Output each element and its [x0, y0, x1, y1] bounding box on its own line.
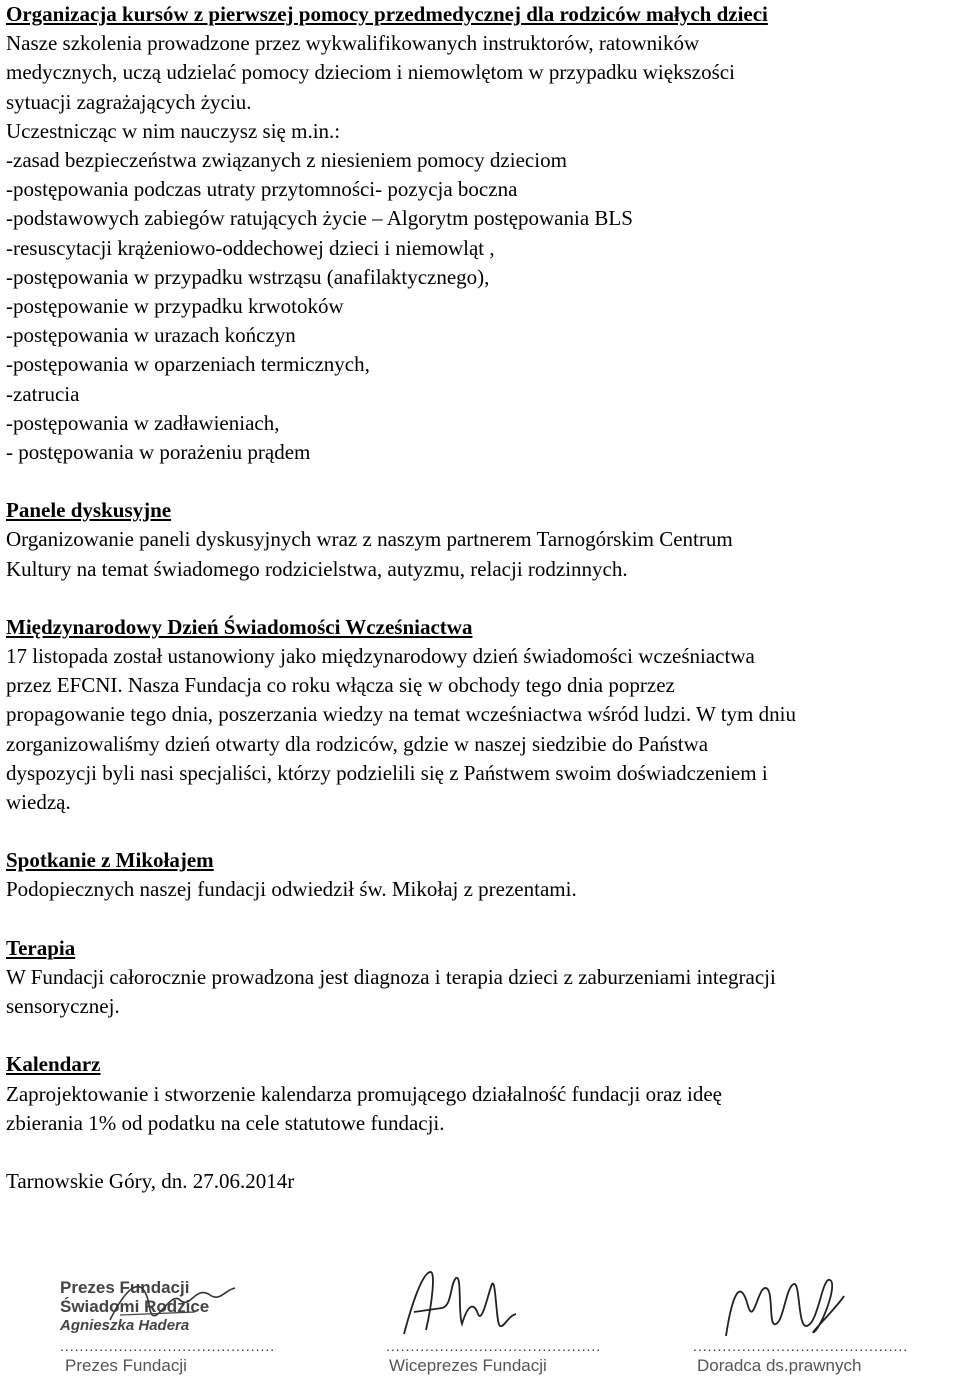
- signature-line: ............................................: [693, 1338, 909, 1354]
- text-line: 17 listopada został ustanowiony jako międzynarodowy dzień świadomości wcześniactwa: [6, 644, 755, 669]
- text-line: przez EFCNI. Nasza Fundacja co roku włącza się w obchody tego dnia poprzez: [6, 673, 675, 698]
- panels-title: Panele dyskusyjne: [6, 498, 172, 523]
- list-item: -postępowania w oparzeniach termicznych,: [6, 352, 370, 377]
- santa-title: Spotkanie z Mikołajem: [6, 848, 214, 873]
- text-line: Kultury na temat świadomego rodzicielstwa, autyzmu, relacji rodzinnych.: [6, 556, 628, 581]
- text-line: propagowanie tego dnia, poszerzania wiedzy na temat wcześniactwa wśród ludzi. W tym dniu: [6, 702, 796, 727]
- president-signature-icon: [100, 1270, 240, 1340]
- therapy-title: Terapia: [6, 935, 76, 960]
- stamp-name: Agnieszka Hadera: [60, 1317, 190, 1334]
- text-line: Podopiecznych naszej fundacji odwiedził św. Mikołaj z prezentami.: [6, 877, 577, 902]
- prematurity-title: Międzynarodowy Dzień Świadomości Wcześniactwa: [6, 614, 473, 639]
- list-item: -postępowania podczas utraty przytomności- pozycja boczna: [6, 177, 518, 202]
- text-line: Zaprojektowanie i stworzenie kalendarza promującego działalność fundacji oraz ideę: [6, 1081, 722, 1106]
- signature-line: ............................................: [386, 1338, 602, 1354]
- stamp-title: Prezes Fundacji: [60, 1278, 190, 1297]
- text-line: Organizowanie paneli dyskusyjnych wraz z naszym partnerem Tarnogórskim Centrum: [6, 527, 733, 552]
- vice-president-signature-icon: [392, 1264, 522, 1344]
- list-item: -postępowania w przypadku wstrząsu (anafilaktycznego),: [6, 264, 490, 289]
- calendar-title: Kalendarz: [6, 1052, 101, 1077]
- text-line: wiedzą.: [6, 790, 71, 815]
- president-caption: Prezes Fundacji: [65, 1356, 187, 1375]
- list-item: -podstawowych zabiegów ratujących życie – Algorytm postępowania BLS: [6, 206, 633, 231]
- text-line: zorganizowaliśmy dzień otwarty dla rodziców, gdzie w naszej siedzibie do Państwa: [6, 731, 709, 756]
- vice-president-caption: Wiceprezes Fundacji: [389, 1356, 547, 1375]
- legal-advisor-caption: Doradca ds.prawnych: [697, 1356, 862, 1375]
- text-line: medycznych, uczą udzielać pomocy dzieciom i niemowlętom w przypadku większości: [6, 60, 735, 85]
- courses-title: Organizacja kursów z pierwszej pomocy przedmedycznej dla rodziców małych dzieci: [6, 2, 768, 26]
- list-item: -zasad bezpieczeństwa związanych z niesieniem pomocy dzieciom: [6, 148, 567, 173]
- list-item: -postępowania w zadławieniach,: [6, 410, 280, 435]
- text-line: dyspozycji byli nasi specjaliści, którzy podzielili się z Państwem swoim doświadczeniem i: [6, 760, 768, 785]
- signatures-area: [0, 1262, 960, 1383]
- list-item: -postępowania w urazach kończyn: [6, 323, 296, 348]
- text-line: sensorycznej.: [6, 994, 120, 1019]
- text-line: Nasze szkolenia prowadzone przez wykwalifikowanych instruktorów, ratowników: [6, 31, 700, 56]
- list-item: -postępowanie w przypadku krwotoków: [6, 294, 344, 319]
- signature-line: ............................................: [60, 1338, 276, 1354]
- courses-text: [6, 29, 960, 467]
- stamp-organization: Świadomi Rodzice: [60, 1297, 210, 1316]
- text-line: W Fundacji całorocznie prowadzona jest diagnoza i terapia dzieci z zaburzeniami integracji: [6, 964, 776, 989]
- list-item: - postępowania w porażeniu prądem: [6, 440, 311, 465]
- text-line: Uczestnicząc w nim nauczysz się m.in.:: [6, 118, 341, 143]
- list-item: -zatrucia: [6, 381, 80, 406]
- place-and-date: Tarnowskie Góry, dn. 27.06.2014r: [6, 1168, 295, 1193]
- text-line: sytuacji zagrażających życiu.: [6, 89, 252, 114]
- list-item: -resuscytacji krążeniowo-oddechowej dzieci i niemowląt ,: [6, 235, 495, 260]
- document-body: [6, 0, 960, 1196]
- text-line: zbierania 1% od podatku na cele statutowe fundacji.: [6, 1110, 445, 1135]
- legal-advisor-signature-icon: [718, 1266, 848, 1346]
